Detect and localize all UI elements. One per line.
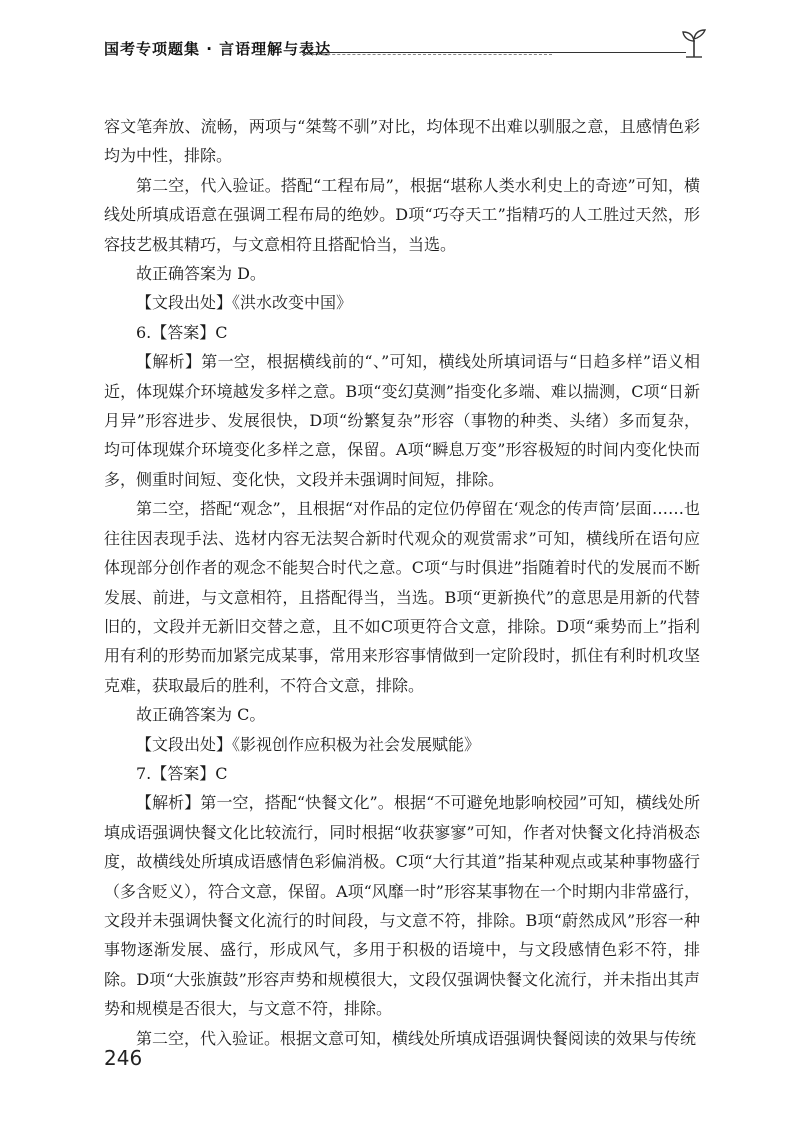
paragraph-analysis: 第二空，搭配“观念”，且根据“对作品的定位仍停留在‘观念的传声筒’层面……也往往因表现手法、选材内容无法契合新时代观众的观赏需求”可知，横线所在语句应体现部分创作者的观念不能契合时代之意。C项“与时俱进”指随着时代的发展而不断发展、前进，与文意相符，且搭配得当，当选。B项“更新换代”的意思是用新的代替旧的，文段并无新旧交替之意，且不如C项更符合文意，排除。D项“乘势而上”指利用有利的形势而加紧完成某事，常用来形容事情做到一定阶段时，抓住有利时机攻坚克难，获取最后的胜利，不符合文意，排除。 [104, 499, 700, 695]
question-answer-label: 6.【答案】C [136, 322, 228, 342]
paragraph-analysis: 第二空，代入验证。根据文意可知，横线处所填成语强调快餐阅读的效果与传统 [136, 1028, 697, 1048]
sprout-icon [680, 28, 708, 58]
answer-line: 故正确答案为 D。 [136, 264, 266, 284]
header-dashed-rule [302, 54, 552, 55]
paragraph-explanation: 【解析】第一空，搭配“快餐文化”。根据“不可避免地影响校园”可知，横线处所填成语强调快餐文化比较流行，同时根据“收获寥寥”可知，作者对快餐文化持消极态度，故横线处所填成语感情色彩偏消极。C项“大行其道”指某种观点或某种事物盛行（多含贬义），符合文意，保留。A项“风靡一时”形容某事物在一个时期内非常盛行，文段并未强调快餐文化流行的时间段，与文意不符，排除。B项“蔚然成风”形容一种事物逐渐发展、盛行，形成风气，多用于积极的语境中，与文段感情色彩不符，排除。D项“大张旗鼓”形容声势和规模很大，文段仅强调快餐文化流行，并未指出其声势和规模是否很大，与文意不符，排除。 [104, 793, 700, 1019]
header-rule [302, 52, 686, 53]
source-line: 【文段出处】《洪水改变中国》 [136, 293, 353, 313]
header-title: 国考专项题集 · 言语理解与表达 [104, 40, 332, 58]
source-line: 【文段出处】《影视创作应积极为社会发展赋能》 [136, 734, 481, 754]
page-body [104, 112, 700, 1053]
paragraph-continuation: 容文笔奔放、流畅，两项与“桀骜不驯”对比，均体现不出难以驯服之意，且感情色彩均为中性，排除。 [104, 117, 700, 166]
running-header [104, 28, 704, 68]
paragraph-analysis: 第二空，代入验证。搭配“工程布局”，根据“堪称人类水利史上的奇迹”可知，横线处所填成语意在强调工程布局的绝妙。D项“巧夺天工”指精巧的人工胜过天然，形容技艺极其精巧，与文意相符且搭配恰当，当选。 [104, 175, 700, 254]
answer-line: 故正确答案为 C。 [136, 705, 266, 725]
question-answer-label: 7.【答案】C [136, 763, 228, 783]
paragraph-explanation: 【解析】第一空，根据横线前的“、”可知，横线处所填词语与“日趋多样”语义相近，体现媒介环境越发多样之意。B项“变幻莫测”指变化多端、难以揣测，C项“日新月异”形容进步、发展很快，D项“纷繁复杂”形容（事物的种类、头绪）多而复杂，均可体现媒介环境变化多样之意，保留。A项“瞬息万变”形容极短的时间内变化快而多，侧重时间短、变化快，文段并未强调时间短，排除。 [104, 352, 700, 489]
page-number: 246 [104, 1046, 143, 1070]
